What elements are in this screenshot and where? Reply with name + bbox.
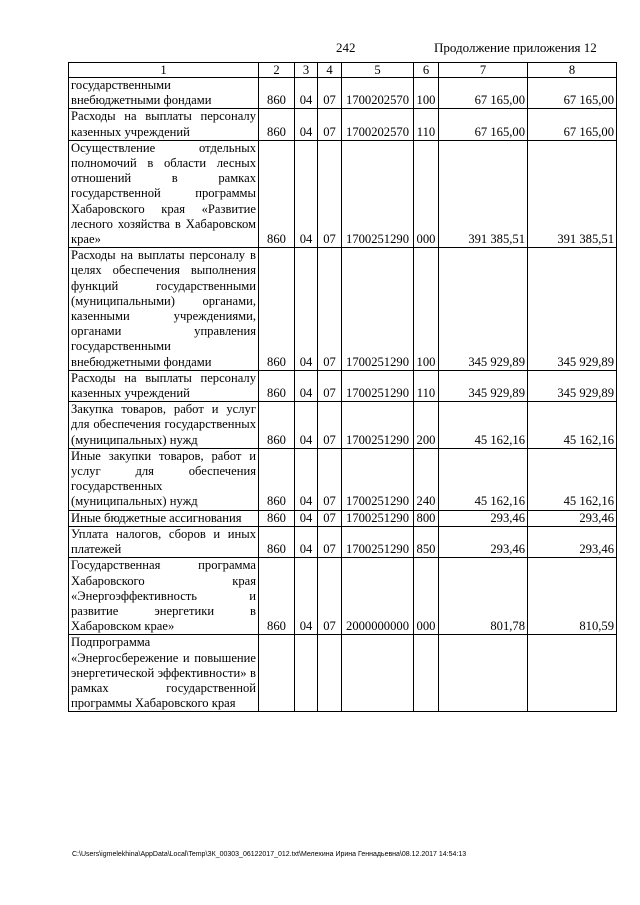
cell-amount-1: 293,46 [439, 526, 528, 557]
row-name: Осуществление отдельных полномочий в области лесных отношений в рамках государственной программы Хабаровского края «Развитие лесного хозяйства в Хабаровском крае» [69, 140, 259, 247]
row-name: государственными внебюджетными фондами [69, 78, 259, 109]
cell-target-article: 1700251290 [342, 370, 414, 401]
cell-subsection [318, 635, 342, 712]
cell-expense-type: 200 [414, 402, 439, 449]
cell-amount-2 [528, 635, 617, 712]
cell-expense-type: 100 [414, 248, 439, 371]
cell-ministry: 860 [259, 140, 295, 247]
table-row [69, 109, 617, 140]
cell-subsection: 07 [318, 558, 342, 635]
cell-section: 04 [295, 448, 318, 510]
cell-expense-type [414, 635, 439, 712]
cell-amount-1: 391 385,51 [439, 140, 528, 247]
cell-expense-type: 000 [414, 558, 439, 635]
column-header: 3 [295, 63, 318, 78]
cell-ministry: 860 [259, 402, 295, 449]
cell-amount-1: 67 165,00 [439, 109, 528, 140]
cell-ministry: 860 [259, 78, 295, 109]
cell-expense-type: 800 [414, 510, 439, 526]
row-name: Подпрограмма «Энергосбережение и повышение энергетической эффективности» в рамках государственной программы Хабаровского края [69, 635, 259, 712]
cell-section: 04 [295, 510, 318, 526]
cell-ministry: 860 [259, 558, 295, 635]
cell-expense-type: 100 [414, 78, 439, 109]
cell-section: 04 [295, 370, 318, 401]
cell-subsection: 07 [318, 370, 342, 401]
cell-amount-2: 45 162,16 [528, 402, 617, 449]
row-name: Закупка товаров, работ и услуг для обеспечения государственных (муниципальных) нужд [69, 402, 259, 449]
cell-expense-type: 850 [414, 526, 439, 557]
budget-table [68, 62, 617, 712]
cell-ministry [259, 635, 295, 712]
cell-target-article: 1700251290 [342, 448, 414, 510]
cell-subsection: 07 [318, 248, 342, 371]
cell-ministry: 860 [259, 510, 295, 526]
cell-amount-2: 45 162,16 [528, 448, 617, 510]
row-name: Расходы на выплаты персоналу в целях обеспечения выполнения функций государственными (муниципальными) органами, казенными учреждениями, органами управления государственными внебюджетными фондами [69, 248, 259, 371]
cell-target-article: 1700251290 [342, 248, 414, 371]
row-name: Государственная программа Хабаровского края «Энергоэффективность и развитие энергетики в Хабаровском крае» [69, 558, 259, 635]
cell-expense-type: 110 [414, 109, 439, 140]
cell-subsection: 07 [318, 526, 342, 557]
continuation-title: Продолжение приложения 12 [434, 40, 597, 55]
cell-amount-2: 391 385,51 [528, 140, 617, 247]
table-row [69, 370, 617, 401]
cell-subsection: 07 [318, 140, 342, 247]
cell-amount-2: 810,59 [528, 558, 617, 635]
cell-subsection: 07 [318, 510, 342, 526]
cell-target-article: 1700251290 [342, 526, 414, 557]
table-row [69, 248, 617, 371]
cell-target-article: 1700251290 [342, 402, 414, 449]
cell-section: 04 [295, 140, 318, 247]
cell-target-article: 2000000000 [342, 558, 414, 635]
column-header: 1 [69, 63, 259, 78]
cell-amount-1: 67 165,00 [439, 78, 528, 109]
cell-expense-type: 000 [414, 140, 439, 247]
cell-subsection: 07 [318, 109, 342, 140]
cell-section: 04 [295, 402, 318, 449]
cell-ministry: 860 [259, 109, 295, 140]
cell-section: 04 [295, 109, 318, 140]
column-header: 4 [318, 63, 342, 78]
cell-amount-2: 293,46 [528, 526, 617, 557]
cell-section: 04 [295, 78, 318, 109]
row-name: Иные бюджетные ассигнования [69, 510, 259, 526]
cell-target-article: 1700202570 [342, 109, 414, 140]
cell-section: 04 [295, 558, 318, 635]
cell-section: 04 [295, 526, 318, 557]
page-number: 242 [336, 40, 356, 55]
cell-ministry: 860 [259, 370, 295, 401]
table-row [69, 448, 617, 510]
table-header-row [69, 63, 617, 78]
cell-amount-2: 67 165,00 [528, 109, 617, 140]
cell-target-article [342, 635, 414, 712]
column-header: 2 [259, 63, 295, 78]
cell-expense-type: 110 [414, 370, 439, 401]
row-name: Расходы на выплаты персоналу казенных учреждений [69, 370, 259, 401]
row-name: Уплата налогов, сборов и иных платежей [69, 526, 259, 557]
cell-ministry: 860 [259, 526, 295, 557]
cell-expense-type: 240 [414, 448, 439, 510]
cell-section [295, 635, 318, 712]
cell-subsection: 07 [318, 402, 342, 449]
cell-amount-1: 45 162,16 [439, 448, 528, 510]
cell-amount-2: 67 165,00 [528, 78, 617, 109]
column-header: 7 [439, 63, 528, 78]
table-row [69, 140, 617, 247]
cell-target-article: 1700202570 [342, 78, 414, 109]
cell-amount-1: 345 929,89 [439, 248, 528, 371]
footer-file-path: C:\Users\igmelekhina\AppData\Local\Temp\ЗК_00303_06122017_012.txt\Мелехина Ирина Геннадьевна\08.12.2017 14:54:13 [72, 851, 467, 858]
table-row [69, 558, 617, 635]
cell-amount-1 [439, 635, 528, 712]
cell-section: 04 [295, 248, 318, 371]
cell-ministry: 860 [259, 248, 295, 371]
cell-amount-1: 801,78 [439, 558, 528, 635]
cell-subsection: 07 [318, 78, 342, 109]
cell-target-article: 1700251290 [342, 140, 414, 247]
column-header: 8 [528, 63, 617, 78]
column-header: 6 [414, 63, 439, 78]
cell-amount-1: 45 162,16 [439, 402, 528, 449]
row-name: Иные закупки товаров, работ и услуг для обеспечения государственных (муниципальных) нужд [69, 448, 259, 510]
table-row [69, 510, 617, 526]
cell-amount-2: 345 929,89 [528, 248, 617, 371]
cell-target-article: 1700251290 [342, 510, 414, 526]
table-row [69, 402, 617, 449]
column-header: 5 [342, 63, 414, 78]
table-row [69, 635, 617, 712]
row-name: Расходы на выплаты персоналу казенных учреждений [69, 109, 259, 140]
cell-amount-2: 345 929,89 [528, 370, 617, 401]
cell-amount-1: 345 929,89 [439, 370, 528, 401]
table-row [69, 526, 617, 557]
cell-ministry: 860 [259, 448, 295, 510]
cell-amount-1: 293,46 [439, 510, 528, 526]
table-row [69, 78, 617, 109]
cell-subsection: 07 [318, 448, 342, 510]
cell-amount-2: 293,46 [528, 510, 617, 526]
